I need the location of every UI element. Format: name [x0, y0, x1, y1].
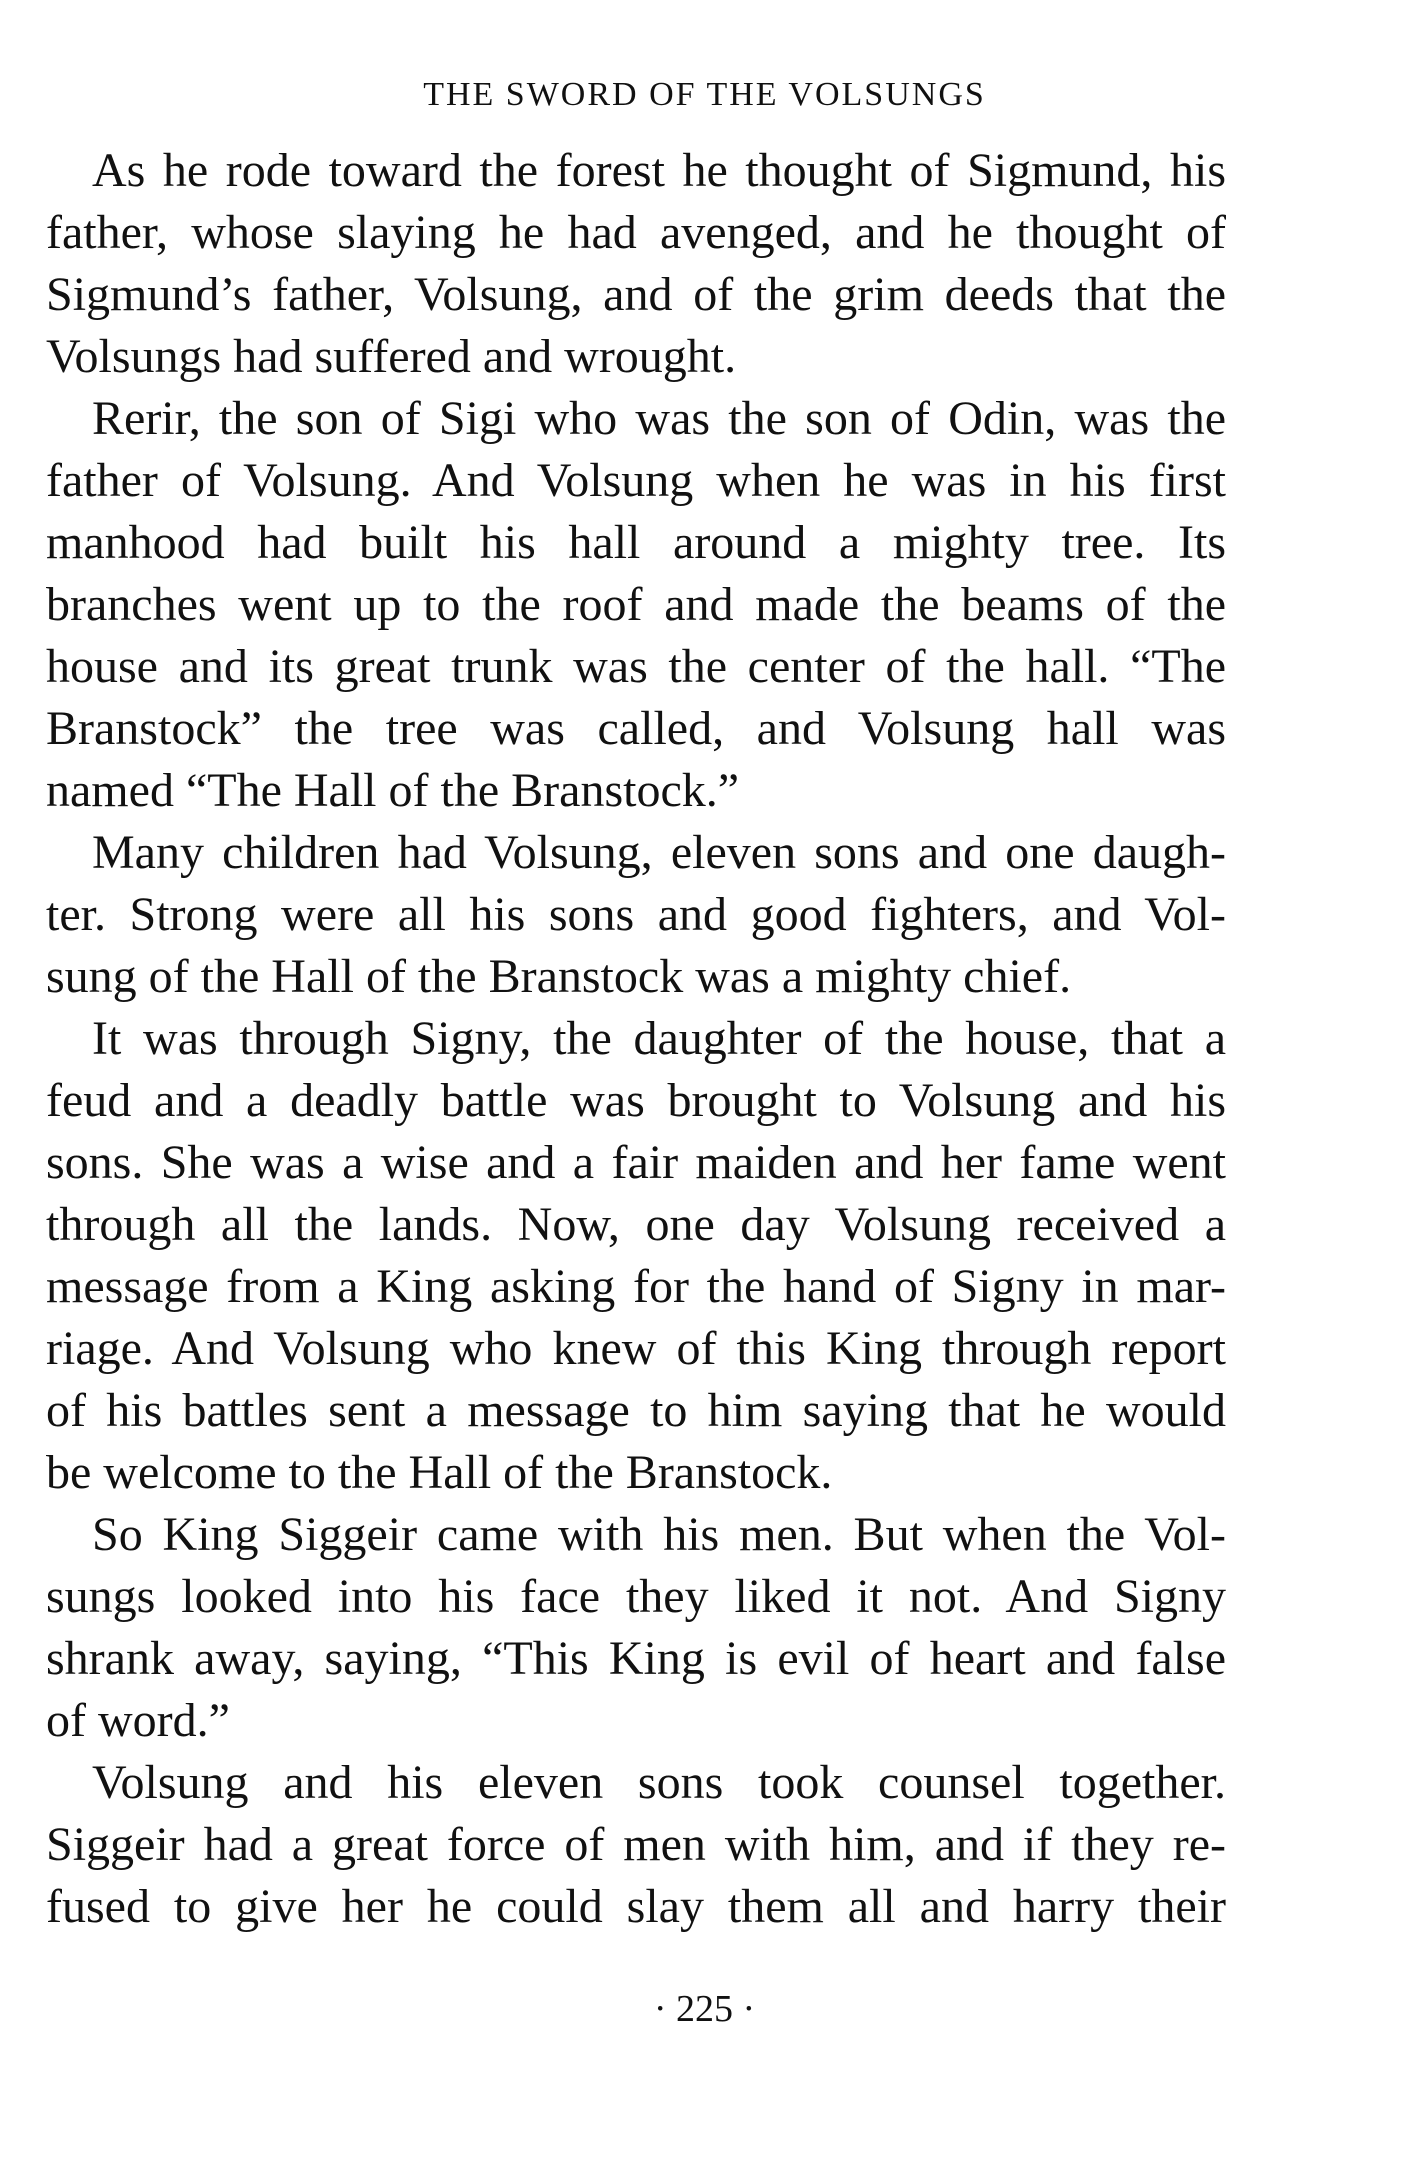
- text-line: message from a King asking for the hand of Signy in mar-: [46, 1260, 1226, 1313]
- text-line: Rerir, the son of Sigi who was the son of Odin, was the: [92, 392, 1226, 445]
- text-line: riage. And Volsung who knew of this King through report: [46, 1322, 1226, 1375]
- text-line: sungs looked into his face they liked it not. And Signy: [46, 1570, 1226, 1623]
- text-line: named “The Hall of the Branstock.”: [46, 764, 740, 817]
- text-line: be welcome to the Hall of the Branstock.: [46, 1446, 833, 1499]
- text-line: As he rode toward the forest he thought of Sigmund, his: [92, 144, 1226, 197]
- text-line: It was through Signy, the daughter of the house, that a: [92, 1012, 1226, 1065]
- text-line: house and its great trunk was the center of the hall. “The: [46, 640, 1226, 693]
- text-line: Siggeir had a great force of men with him, and if they re-: [46, 1818, 1226, 1871]
- text-line: Volsung and his eleven sons took counsel together.: [92, 1756, 1226, 1809]
- text-line: Many children had Volsung, eleven sons and one daugh-: [92, 826, 1226, 879]
- paragraph: [46, 1752, 1226, 1938]
- text-line: fused to give her he could slay them all and harry their: [46, 1880, 1226, 1933]
- text-line: through all the lands. Now, one day Volsung received a: [46, 1198, 1226, 1251]
- text-line: ter. Strong were all his sons and good fighters, and Vol-: [46, 888, 1226, 941]
- paragraph: [46, 1008, 1226, 1504]
- text-line: of word.”: [46, 1694, 230, 1747]
- text-line: shrank away, saying, “This King is evil of heart and false: [46, 1632, 1226, 1685]
- text-line: sons. She was a wise and a fair maiden and her fame went: [46, 1136, 1226, 1189]
- paragraph: [46, 388, 1226, 822]
- text-line: manhood had built his hall around a mighty tree. Its: [46, 516, 1226, 569]
- text-line: So King Siggeir came with his men. But when the Vol-: [92, 1508, 1226, 1561]
- text-line: father of Volsung. And Volsung when he was in his first: [46, 454, 1226, 507]
- text-line: father, whose slaying he had avenged, and he thought of: [46, 206, 1226, 259]
- page-number: · 225 ·: [653, 1988, 756, 2030]
- text-line: Branstock” the tree was called, and Volsung hall was: [46, 702, 1226, 755]
- text-line: branches went up to the roof and made the beams of the: [46, 578, 1226, 631]
- text-line: feud and a deadly battle was brought to Volsung and his: [46, 1074, 1226, 1127]
- text-line: sung of the Hall of the Branstock was a mighty chief.: [46, 950, 1072, 1003]
- text-line: Sigmund’s father, Volsung, and of the grim deeds that the: [46, 268, 1226, 321]
- running-head: THE SWORD OF THE VOLSUNGS: [423, 76, 986, 113]
- body-text: [46, 140, 1226, 1938]
- paragraph: [46, 1504, 1226, 1752]
- paragraph: [46, 822, 1226, 1008]
- text-line: of his battles sent a message to him saying that he would: [46, 1384, 1226, 1437]
- paragraph: [46, 140, 1226, 388]
- text-line: Volsungs had suffered and wrought.: [46, 330, 737, 383]
